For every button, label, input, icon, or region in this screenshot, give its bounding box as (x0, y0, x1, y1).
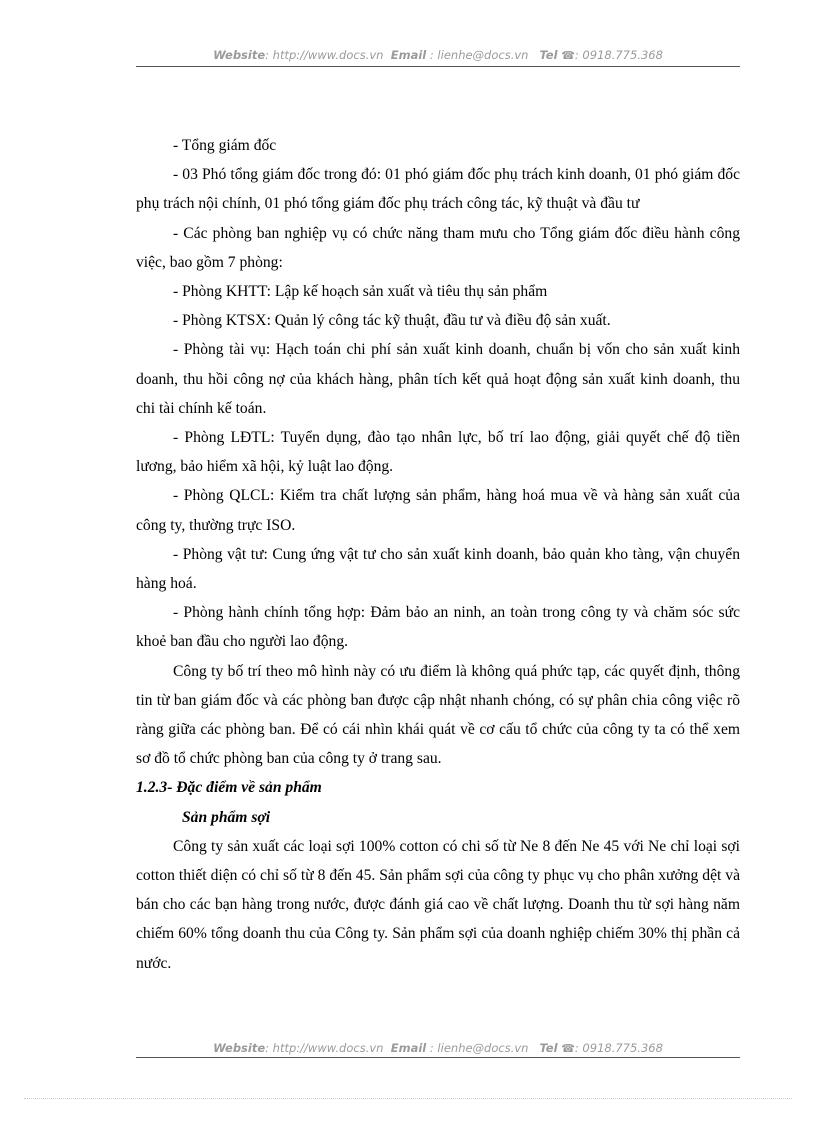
document-body (136, 131, 740, 978)
paragraph: - Phòng QLCL: Kiểm tra chất lượng sản phẩm, hàng hoá mua về và hàng sản xuất của công ty, thường trực ISO. (136, 487, 740, 534)
paragraph: Công ty bố trí theo mô hình này có ưu điểm là không quá phức tạp, các quyết định, thông tin từ ban giám đốc và các phòng ban được cập nhật nhanh chóng, có sự phân chia công việc rõ ràng giữa các phòng ban. Để có cái nhìn khái quát về cơ cấu tổ chức của công ty ta có thể xem sơ đồ tổ chức phòng ban của công ty ở trang sau. (136, 662, 740, 768)
paragraph: - Tổng giám đốc (173, 137, 277, 154)
header-tel-value: : 0918.775.368 (574, 48, 663, 62)
paragraph: - Phòng vật tư: Cung ứng vật tư cho sản xuất kinh doanh, bảo quản kho tàng, vận chuyển hàng hoá. (136, 545, 740, 593)
section-heading: 1.2.3- Đặc điểm về sản phẩm (136, 779, 322, 797)
footer-rule (136, 1057, 740, 1058)
paragraph: - Phòng LĐTL: Tuyển dụng, đào tạo nhân lực, bố trí lao động, giải quyết chế độ tiền lương, bảo hiểm xã hội, kỷ luật lao động. (136, 429, 740, 476)
page-boundary-line (24, 1098, 792, 1099)
header-rule (136, 66, 740, 67)
header-tel-label: Tel (539, 48, 558, 62)
footer-website-label: Website (213, 1041, 266, 1055)
header-email-link[interactable]: : lienhe@docs.vn (429, 48, 529, 62)
header-website-label: Website (213, 48, 266, 62)
paragraph: - Phòng KHTT: Lập kế hoạch sản xuất và tiêu thụ sản phẩm (173, 283, 548, 301)
page-header (136, 47, 740, 64)
header-email-label: Email (390, 48, 427, 62)
paragraph: - Phòng tài vụ: Hạch toán chi phí sản xuất kinh doanh, chuẩn bị vốn cho sản xuất kinh doanh, thu hồi công nợ của khách hàng, phân tích kết quả hoạt động sản xuất kinh doanh, thu chi tài chính kế toán. (136, 341, 740, 417)
footer-website-link[interactable]: : http://www.docs.vn (265, 1041, 384, 1055)
footer-email-label: Email (390, 1041, 427, 1055)
phone-icon: ☎ (561, 49, 575, 62)
paragraph: - 03 Phó tổng giám đốc trong đó: 01 phó giám đốc phụ trách kinh doanh, 01 phó giám đốc phụ trách nội chính, 01 phó tổng giám đốc phụ trách công tác, kỹ thuật và đầu tư (136, 166, 740, 213)
footer-tel-value: : 0918.775.368 (574, 1041, 663, 1055)
phone-icon: ☎ (561, 1042, 575, 1055)
footer-email-link[interactable]: : lienhe@docs.vn (429, 1041, 529, 1055)
footer-tel-label: Tel (539, 1041, 558, 1055)
paragraph: Công ty sản xuất các loại sợi 100% cotton có chi số từ Ne 8 đến Ne 45 với Ne chỉ loại sợi cotton thiết diện có chỉ số từ 8 đến 45. Sản phẩm sợi của công ty phục vụ cho phân xưởng dệt và bán cho các bạn hàng trong nước, được đánh giá cao về chất lượng. Doanh thu từ sợi hàng năm chiếm 60% tổng doanh thu của Công ty. Sản phẩm sợi của doanh nghiệp chiếm 30% thị phần cả nước. (136, 837, 740, 972)
paragraph: - Phòng KTSX: Quản lý công tác kỹ thuật, đầu tư và điều độ sản xuất. (173, 312, 611, 330)
paragraph: - Phòng hành chính tổng hợp: Đảm bảo an ninh, an toàn trong công ty và chăm sóc sức khoẻ ban đầu cho người lao động. (136, 604, 740, 651)
page-footer (136, 1040, 740, 1057)
sub-heading: Sản phẩm sợi (182, 808, 271, 826)
paragraph: - Các phòng ban nghiệp vụ có chức năng tham mưu cho Tổng giám đốc điều hành công việc, bao gồm 7 phòng: (136, 224, 740, 271)
header-website-link[interactable]: : http://www.docs.vn (265, 48, 384, 62)
